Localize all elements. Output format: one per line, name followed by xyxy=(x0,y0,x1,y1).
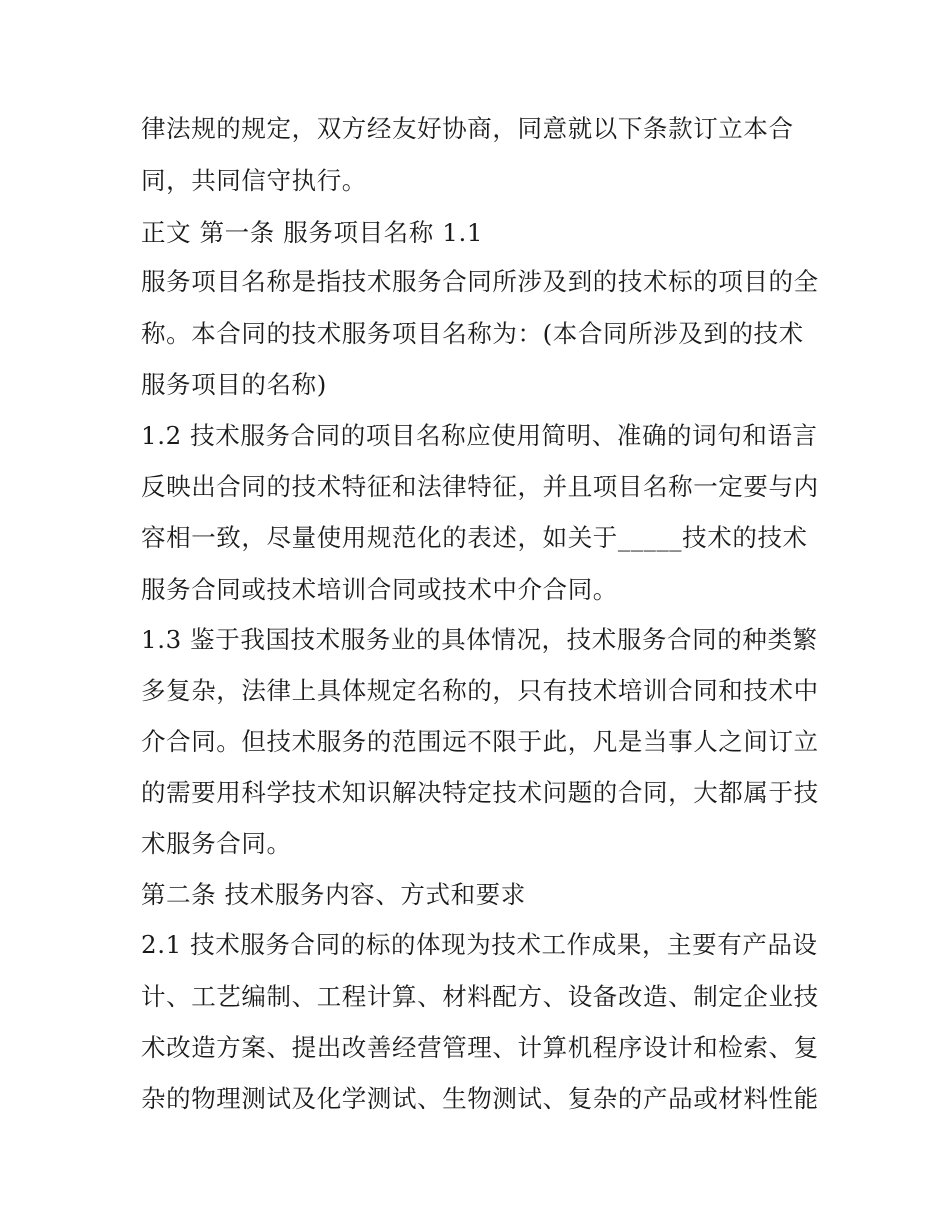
text-line: 称。本合同的技术服务项目名称为：(本合同所涉及到的技术 xyxy=(141,319,804,348)
section-heading: 正文 第一条 服务项目名称 1.1 xyxy=(141,218,484,247)
text-line: 1.3 鉴于我国技术服务业的具体情况，技术服务合同的种类繁 xyxy=(141,625,818,654)
text-line: 计、工艺编制、工程计算、材料配方、设备改造、制定企业技 xyxy=(141,982,819,1011)
text-line: 1.2 技术服务合同的项目名称应使用简明、准确的词句和语言 xyxy=(141,421,818,450)
text-line: 容相一致，尽量使用规范化的表述，如关于_____技术的技术 xyxy=(141,523,808,552)
text-line: 多复杂，法律上具体规定名称的，只有技术培训合同和技术中 xyxy=(141,676,819,705)
text-line: 术服务合同。 xyxy=(141,829,292,858)
text-line: 服务合同或技术培训合同或技术中介合同。 xyxy=(141,575,618,604)
text-line: 术改造方案、提出改善经营管理、计算机程序设计和检索、复 xyxy=(141,1033,819,1062)
text-line: 律法规的规定，双方经友好协商，同意就以下条款订立本合 xyxy=(141,114,794,143)
text-line: 的需要用科学技术知识解决特定技术问题的合同，大都属于技 xyxy=(141,778,819,807)
text-line: 服务项目的名称) xyxy=(141,370,327,399)
text-line: 反映出合同的技术特征和法律特征，并且项目名称一定要与内 xyxy=(141,472,819,501)
text-line: 杂的物理测试及化学测试、生物测试、复杂的产品或材料性能 xyxy=(141,1084,819,1113)
text-line: 介合同。但技术服务的范围远不限于此，凡是当事人之间订立 xyxy=(141,727,819,756)
text-line: 2.1 技术服务合同的标的体现为技术工作成果，主要有产品设 xyxy=(141,930,818,959)
section-heading: 第二条 技术服务内容、方式和要求 xyxy=(141,880,526,909)
text-line: 同，共同信守执行。 xyxy=(141,166,367,195)
text-line: 服务项目名称是指技术服务合同所涉及到的技术标的项目的全 xyxy=(141,267,819,296)
